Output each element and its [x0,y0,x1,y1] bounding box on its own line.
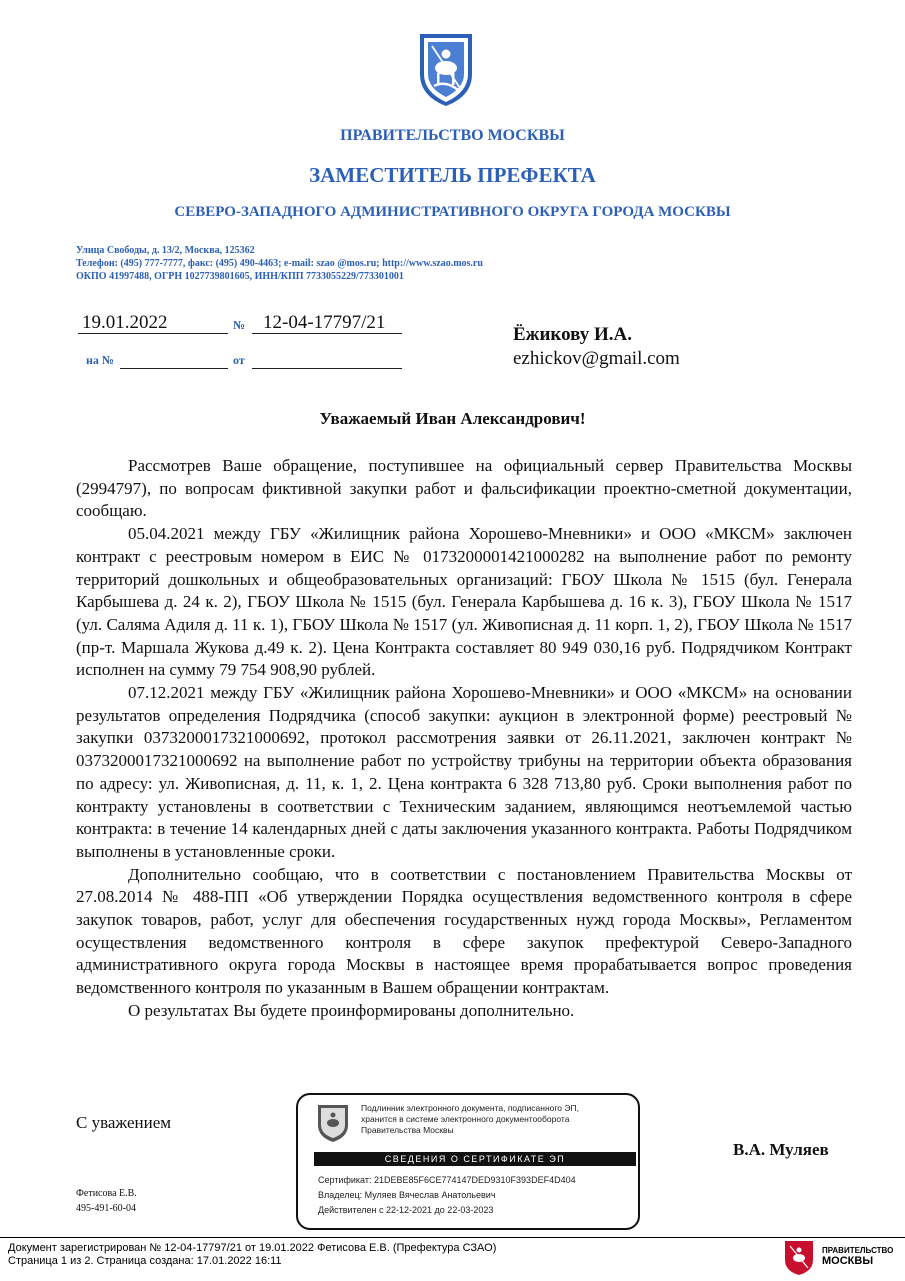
contacts-line: Телефон: (495) 777-7777, факс: (495) 490-4463; e-mail: szao @mos.ru; http://www.szao.mos.ru [76,258,483,269]
coat-of-arms-icon [416,30,476,108]
footer-registration: Документ зарегистрирован № 12-04-17797/21 от 19.01.2022 Фетисова Е.В. (Префектура СЗАО) [8,1242,497,1254]
address-line: Улица Свободы, д. 13/2, Москва, 125362 [76,245,255,256]
reference-number-label: на № [86,353,114,367]
registration-date: 19.01.2022 [82,312,168,333]
certificate-id: Сертификат: 21DEBE85F6CE774147DED9310F393DEF4D404 [318,1175,576,1185]
reference-number-line [120,368,228,369]
footer-logo-icon [784,1240,814,1276]
paragraph: Рассмотрев Ваше обращение, поступившее на официальный сервер Правительства Москвы (2994797), по вопросам фиктивной закупки работ и фальсификации проектно-сметной документации, сообщаю. [76,456,852,521]
moscow-coat-of-arms-icon [316,1103,350,1143]
number-label: № [233,318,246,332]
e-signature-stamp [296,1093,640,1230]
date-underline [78,333,228,334]
footer-divider [0,1237,905,1238]
reference-date-line [252,368,402,369]
number-underline [252,333,402,334]
recipient-email: ezhickov@gmail.com [513,348,680,369]
paragraph: 07.12.2021 между ГБУ «Жилищник района Хорошево-Мневники» и ООО «МКСМ» на основании результатов определения Подрядчика (способ закупки: аукцион в электронной форме) реестровый № закупки 0373200017321000692, протокол рассмотрения заявки от 26.11.2021, заключен контракт № 0373200017321000692 на выполнение работ по устройству трибуны на территории объекта образования по адресу: ул. Живописная, д. 11, к. 1, 2. Цена контракта 6 328 713,80 руб. Сроки выполнения работ по контракту установлены в соответствии с Техническим заданием, являющимся неотъемлемой частью контракта: в течение 14 календарных дней с даты заключения указанного контракта. Работы Подрядчиком выполнены в установленные сроки. [76,683,852,861]
government-name: ПРАВИТЕЛЬСТВО МОСКВЫ [340,127,565,144]
executor-name: Фетисова Е.В. [76,1188,137,1199]
reference-date-label: от [233,353,245,367]
certificate-header: СВЕДЕНИЯ О СЕРТИФИКАТЕ ЭП [314,1152,636,1166]
executor-phone: 495-491-60-04 [76,1203,136,1214]
paragraph: Дополнительно сообщаю, что в соответствии с постановлением Правительства Москвы от 27.08.2014 № 488-ПП «Об утверждении Порядка осуществления ведомственного контроля в сфере закупок товаров, работ, услуг для обеспечения государственных нужд города Москвы», Регламентом осуществления ведомственного контроля в сфере закупок префектурой Северо-Западного административного округа города Москвы в настоящее время прорабатывается вопрос проведения ведомственного контроля по указанным в Вашем обращении контрактам. [76,864,852,998]
stamp-line-2: хранится в системе электронного документооборота [361,1114,570,1124]
certificate-owner: Владелец: Муляев Вячеслав Анатольевич [318,1190,496,1200]
stamp-notice [361,1103,579,1136]
registration-number: 12-04-17797/21 [263,312,386,333]
footer-logo-text [822,1246,893,1267]
footer-logo-line-2: МОСКВЫ [822,1255,874,1267]
page-title: ЗАМЕСТИТЕЛЬ ПРЕФЕКТА [309,163,596,187]
registry-codes-line: ОКПО 41997488, ОГРН 1027739801605, ИНН/КПП 7733055229/773301001 [76,271,404,282]
footer-logo-line-1: ПРАВИТЕЛЬСТВО [822,1246,894,1255]
letter-body [76,455,852,1023]
signatory: В.А. Муляев [733,1140,829,1159]
stamp-line-1: Подлинник электронного документа, подписанного ЭП, [361,1103,579,1113]
certificate-validity: Действителен с 22-12-2021 до 22-03-2023 [318,1205,494,1215]
stamp-line-3: Правительства Москвы [361,1125,454,1135]
paragraph: 05.04.2021 между ГБУ «Жилищник района Хорошево-Мневники» и ООО «МКСМ» заключен контракт с реестровым номером в ЕИС № 0173200001421000282 на выполнение работ по ремонту территорий дошкольных и общеобразовательных организаций: ГБОУ Школа № 1515 (бул. Генерала Карбышева д. 24 к. 2), ГБОУ Школа № 1515 (бул. Генерала Карбышева д. 16 к. 3), ГБОУ Школа № 1517 (ул. Саляма Адиля д. 11 к. 1), ГБОУ Школа № 1517 (ул. Живописная д. 11 корп. 1, 2), ГБОУ Школа № 1517 (пр-т. Маршала Жукова д.49 к. 2). Цена Контракта составляет 80 949 030,16 руб. Подрядчиком Контракт исполнен на сумму 79 754 908,90 рублей. [76,524,852,680]
recipient-name: Ёжикову И.А. [513,324,632,345]
salutation: Уважаемый Иван Александрович! [319,409,586,428]
footer-page-info: Страница 1 из 2. Страница создана: 17.01.2022 16:11 [8,1255,282,1267]
paragraph: О результатах Вы будете проинформированы дополнительно. [128,1000,575,1020]
closing: С уважением [76,1113,172,1132]
district-name: СЕВЕРО-ЗАПАДНОГО АДМИНИСТРАТИВНОГО ОКРУГА ГОРОДА МОСКВЫ [174,204,731,220]
